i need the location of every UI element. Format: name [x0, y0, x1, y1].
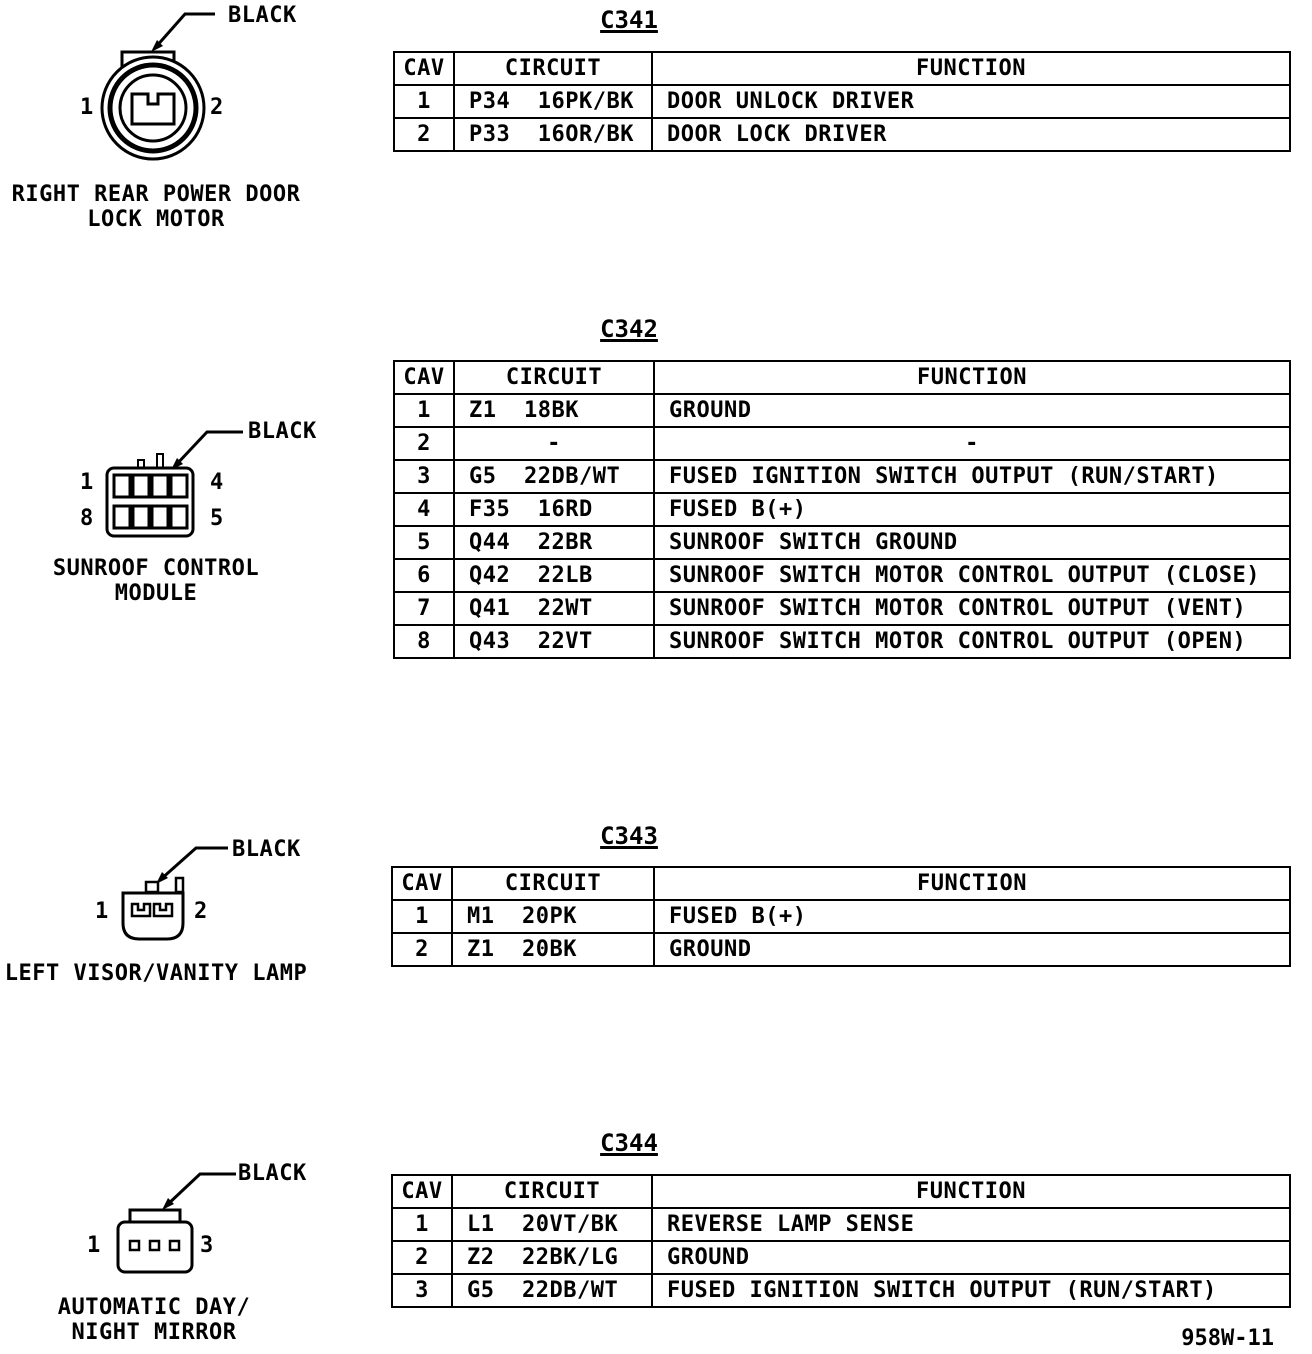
c344-pin-table: [391, 1174, 1291, 1308]
circuit-cell: Z2 22BK/LG: [452, 1241, 652, 1274]
function-cell: FUSED B(+): [654, 493, 1290, 526]
table-header-row: [394, 52, 1290, 85]
cav-cell: 1: [394, 394, 454, 427]
function-cell: FUSED IGNITION SWITCH OUTPUT (RUN/START): [652, 1274, 1290, 1307]
c342-title: C342: [600, 315, 658, 343]
circuit-cell: F35 16RD: [454, 493, 654, 526]
circuit-cell: Q42 22LB: [454, 559, 654, 592]
day-night-mirror-connector-icon: [110, 1160, 240, 1280]
connector-color-label: BLACK: [238, 1161, 307, 1186]
pin-label: 8: [80, 506, 94, 531]
pin-label: 1: [95, 899, 109, 924]
table-row: [394, 526, 1290, 559]
table-row: [394, 394, 1290, 427]
table-row: [392, 1241, 1290, 1274]
function-cell: DOOR UNLOCK DRIVER: [652, 85, 1290, 118]
connector-color-label: BLACK: [228, 3, 297, 28]
table-row: [392, 1274, 1290, 1307]
sunroof-module-connector-icon: [103, 420, 253, 540]
pin-label: 1: [87, 1233, 101, 1258]
circuit-header: CIRCUIT: [452, 1175, 652, 1208]
c342-pin-table: [393, 360, 1291, 659]
pin-label: 4: [210, 470, 224, 495]
function-cell: SUNROOF SWITCH MOTOR CONTROL OUTPUT (VENT): [654, 592, 1290, 625]
table-row: [392, 900, 1290, 933]
circuit-cell: L1 20VT/BK: [452, 1208, 652, 1241]
cav-cell: 2: [394, 427, 454, 460]
cav-cell: 7: [394, 592, 454, 625]
table-row: [392, 933, 1290, 966]
function-cell: SUNROOF SWITCH GROUND: [654, 526, 1290, 559]
circuit-cell: Q44 22BR: [454, 526, 654, 559]
c344-title: C344: [600, 1129, 658, 1157]
table-row: [394, 625, 1290, 658]
cav-cell: 1: [394, 85, 454, 118]
pin-label: 3: [200, 1233, 214, 1258]
cav-header: CAV: [394, 361, 454, 394]
table-row: [394, 427, 1290, 460]
function-cell: SUNROOF SWITCH MOTOR CONTROL OUTPUT (CLOSE): [654, 559, 1290, 592]
cav-header: CAV: [394, 52, 454, 85]
circuit-cell: P34 16PK/BK: [454, 85, 652, 118]
table-row: [392, 1208, 1290, 1241]
table-row: [394, 493, 1290, 526]
cav-cell: 2: [392, 1241, 452, 1274]
circuit-cell: Z1 18BK: [454, 394, 654, 427]
circuit-cell: G5 22DB/WT: [452, 1274, 652, 1307]
circuit-cell: G5 22DB/WT: [454, 460, 654, 493]
circuit-header: CIRCUIT: [454, 52, 652, 85]
door-lock-motor-connector-icon: [95, 10, 225, 165]
figure-code: 958W-11: [1181, 1326, 1274, 1351]
function-cell: REVERSE LAMP SENSE: [652, 1208, 1290, 1241]
connector-name-line: MODULE: [114, 581, 198, 606]
connector-color-label: BLACK: [248, 419, 317, 444]
circuit-header: CIRCUIT: [452, 867, 654, 900]
table-row: [394, 85, 1290, 118]
connector-name-line: RIGHT REAR POWER DOOR: [11, 182, 301, 207]
function-header: FUNCTION: [654, 867, 1290, 900]
connector-name-line: NIGHT MIRROR: [71, 1320, 237, 1345]
connector-name-line: LOCK MOTOR: [87, 207, 225, 232]
c341-title: C341: [600, 6, 658, 34]
cav-cell: 5: [394, 526, 454, 559]
cav-cell: 1: [392, 900, 452, 933]
connector-name-line: SUNROOF CONTROL: [52, 556, 260, 581]
connector-name-line: LEFT VISOR/VANITY LAMP: [4, 961, 308, 986]
circuit-cell: -: [454, 427, 654, 460]
circuit-cell: Z1 20BK: [452, 933, 654, 966]
table-header-row: [392, 1175, 1290, 1208]
circuit-header: CIRCUIT: [454, 361, 654, 394]
cav-cell: 2: [394, 118, 454, 151]
vanity-lamp-connector-icon: [118, 838, 228, 948]
connector-name-line: AUTOMATIC DAY/: [57, 1295, 251, 1320]
pin-label: 1: [80, 95, 94, 120]
connector-color-label: BLACK: [232, 837, 301, 862]
table-header-row: [392, 867, 1290, 900]
c343-title: C343: [600, 822, 658, 850]
function-cell: GROUND: [652, 1241, 1290, 1274]
pin-label: 1: [80, 470, 94, 495]
function-header: FUNCTION: [652, 1175, 1290, 1208]
cav-cell: 8: [394, 625, 454, 658]
table-row: [394, 460, 1290, 493]
circuit-cell: P33 16OR/BK: [454, 118, 652, 151]
table-row: [394, 559, 1290, 592]
function-header: FUNCTION: [654, 361, 1290, 394]
function-cell: DOOR LOCK DRIVER: [652, 118, 1290, 151]
cav-cell: 2: [392, 933, 452, 966]
pin-label: 5: [210, 506, 224, 531]
cav-header: CAV: [392, 867, 452, 900]
function-cell: SUNROOF SWITCH MOTOR CONTROL OUTPUT (OPEN): [654, 625, 1290, 658]
cav-cell: 1: [392, 1208, 452, 1241]
cav-header: CAV: [392, 1175, 452, 1208]
table-row: [394, 592, 1290, 625]
pin-label: 2: [210, 95, 224, 120]
table-row: [394, 118, 1290, 151]
function-header: FUNCTION: [652, 52, 1290, 85]
c343-pin-table: [391, 866, 1291, 967]
cav-cell: 6: [394, 559, 454, 592]
function-cell: GROUND: [654, 394, 1290, 427]
function-cell: -: [654, 427, 1290, 460]
pin-label: 2: [194, 899, 208, 924]
cav-cell: 3: [392, 1274, 452, 1307]
function-cell: FUSED B(+): [654, 900, 1290, 933]
cav-cell: 3: [394, 460, 454, 493]
function-cell: GROUND: [654, 933, 1290, 966]
circuit-cell: Q41 22WT: [454, 592, 654, 625]
function-cell: FUSED IGNITION SWITCH OUTPUT (RUN/START): [654, 460, 1290, 493]
circuit-cell: M1 20PK: [452, 900, 654, 933]
table-header-row: [394, 361, 1290, 394]
cav-cell: 4: [394, 493, 454, 526]
circuit-cell: Q43 22VT: [454, 625, 654, 658]
c341-pin-table: [393, 51, 1291, 152]
